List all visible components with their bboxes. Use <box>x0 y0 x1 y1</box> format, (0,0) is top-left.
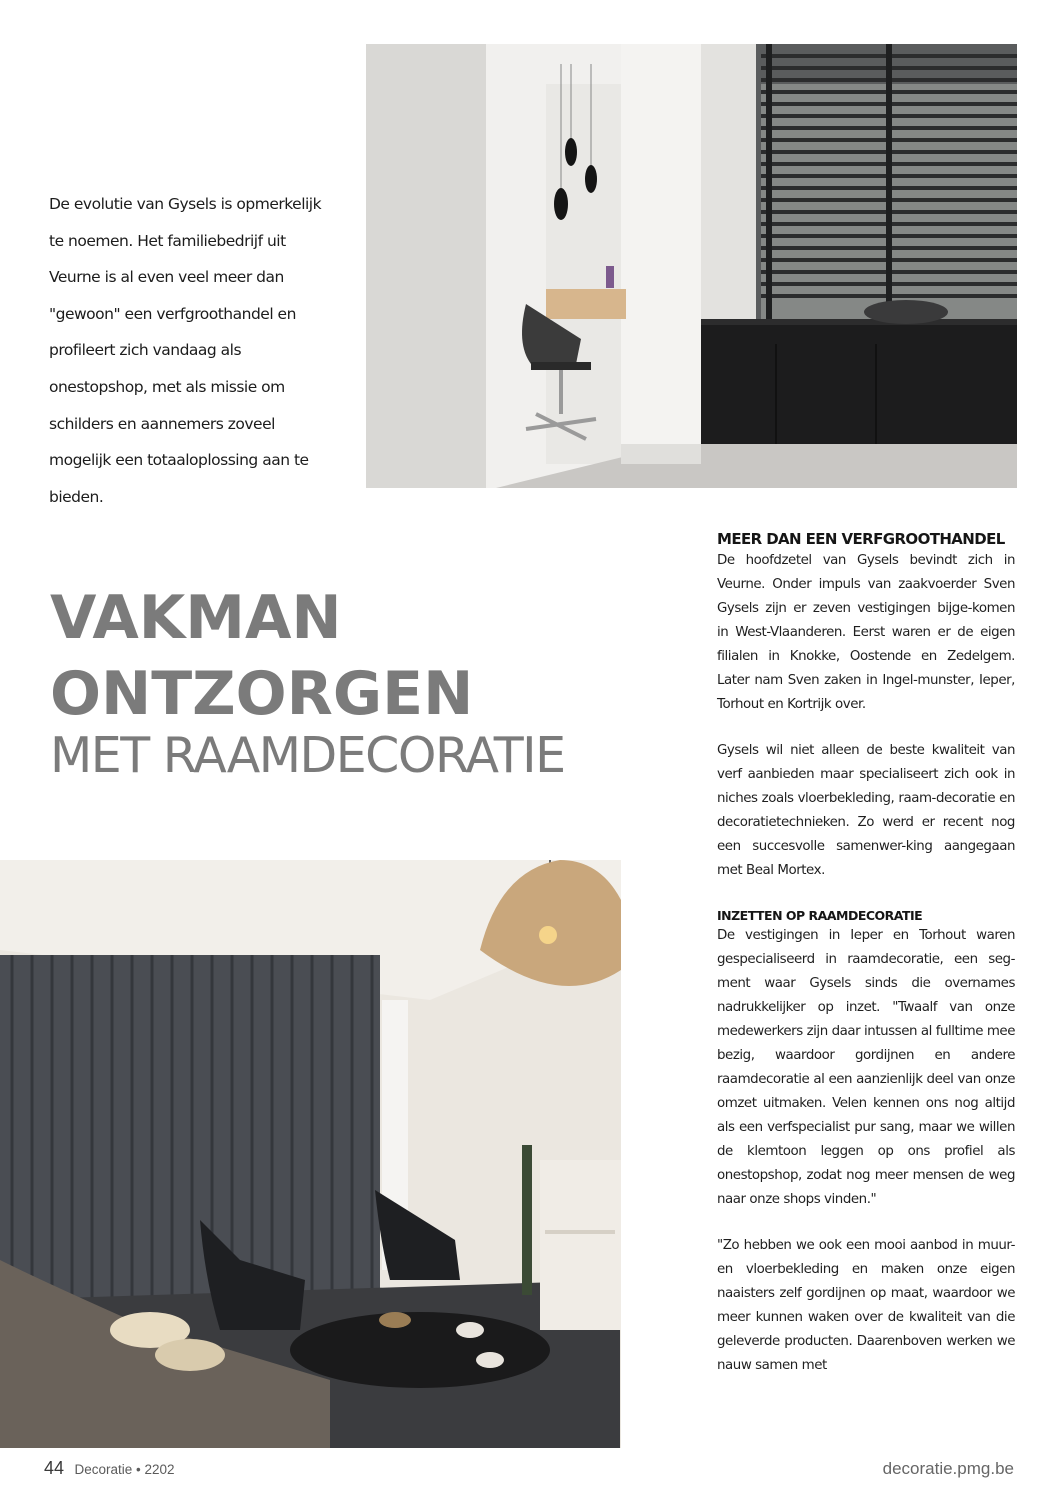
website-link[interactable]: decoratie.pmg.be <box>882 1459 1014 1478</box>
article-column <box>717 530 1015 1378</box>
photo-living-room-illustration <box>0 860 621 1448</box>
magazine-issue: Decoratie • 2202 <box>74 1462 175 1477</box>
intro-line: "gewoon" een verfgroothandel en <box>49 304 296 323</box>
photo-interior-blinds <box>366 44 1017 488</box>
section-heading-inzetten-op-raamdecoratie: INZETTEN OP RAAMDECORATIE <box>717 908 923 923</box>
headline-line-3: MET RAAMDECORATIE <box>50 727 565 784</box>
headline <box>50 580 690 788</box>
headline-line-1: VAKMAN <box>50 583 342 653</box>
intro-line: te noemen. Het familiebedrijf uit <box>49 231 286 250</box>
intro-text <box>49 186 334 515</box>
intro-line: bieden. <box>49 487 104 506</box>
photo-living-room <box>0 860 621 1448</box>
intro-line: De evolutie van Gysels is opmerkelijk <box>49 195 322 213</box>
intro-line: Veurne is al even veel meer dan <box>49 268 284 287</box>
section-heading-meer-dan-een-verfgroothandel: MEER DAN EEN VERFGROOTHANDEL <box>717 530 1005 548</box>
intro-line: onestopshop, met als missie om <box>49 377 285 396</box>
intro-line: profileert zich vandaag als <box>49 341 242 360</box>
intro-line: mogelijk een totaaloplossing aan te <box>49 451 309 470</box>
article-paragraph: "Zo hebben we ook een mooi aanbod in muur- en vloerbekleding en maken onze eigen naaisters zelf gordijnen op maat, waardoor we meer kunnen waken over de kwaliteit van die geleverde producten. Daarenboven werken we nauw samen met <box>717 1238 1015 1373</box>
footer-issue <box>44 1458 175 1479</box>
intro-line: schilders en aannemers zoveel <box>49 414 275 433</box>
article-paragraph: Gysels wil niet alleen de beste kwaliteit van verf aanbieden maar specialiseert zich ook in niches zoals vloerbekleding, raam-decoratie en decoratietechnieken. Zo werd er recent nog een succesvolle samenwer-king aangegaan met Beal Mortex. <box>717 743 1015 878</box>
headline-line-2: ONTZORGEN <box>50 659 474 729</box>
article-paragraph: De vestigingen in Ieper en Torhout waren gespecialiseerd in raamdecoratie, een seg-ment waar Gysels sinds die overnames nadrukkelijker op inzet. "Twaalf van onze medewerkers zijn daar intussen al fulltime mee bezig, waardoor gordijnen en andere raamdecoratie al een aanzienlijk deel van onze omzet uitmaken. Velen kennen ons nog altijd als een verfspecialist pur sang, maar we willen de klemtoon leggen op ons profiel als onestopshop, zodat nog meer mensen de weg naar onze shops vinden." <box>717 928 1015 1207</box>
photo-interior-blinds-illustration <box>366 44 1017 488</box>
page-number: 44 <box>44 1458 65 1478</box>
article-paragraph: De hoofdzetel van Gysels bevindt zich in Veurne. Onder impuls van zaakvoerder Sven Gysels zijn er zeven vestigingen bijge-komen in West-Vlaanderen. Eerst waren er de eigen filialen in Knokke, Oostende en Zedelgem. Later nam Sven zaken in Ingel-munster, Ieper, Torhout en Kortrijk over. <box>717 553 1015 712</box>
